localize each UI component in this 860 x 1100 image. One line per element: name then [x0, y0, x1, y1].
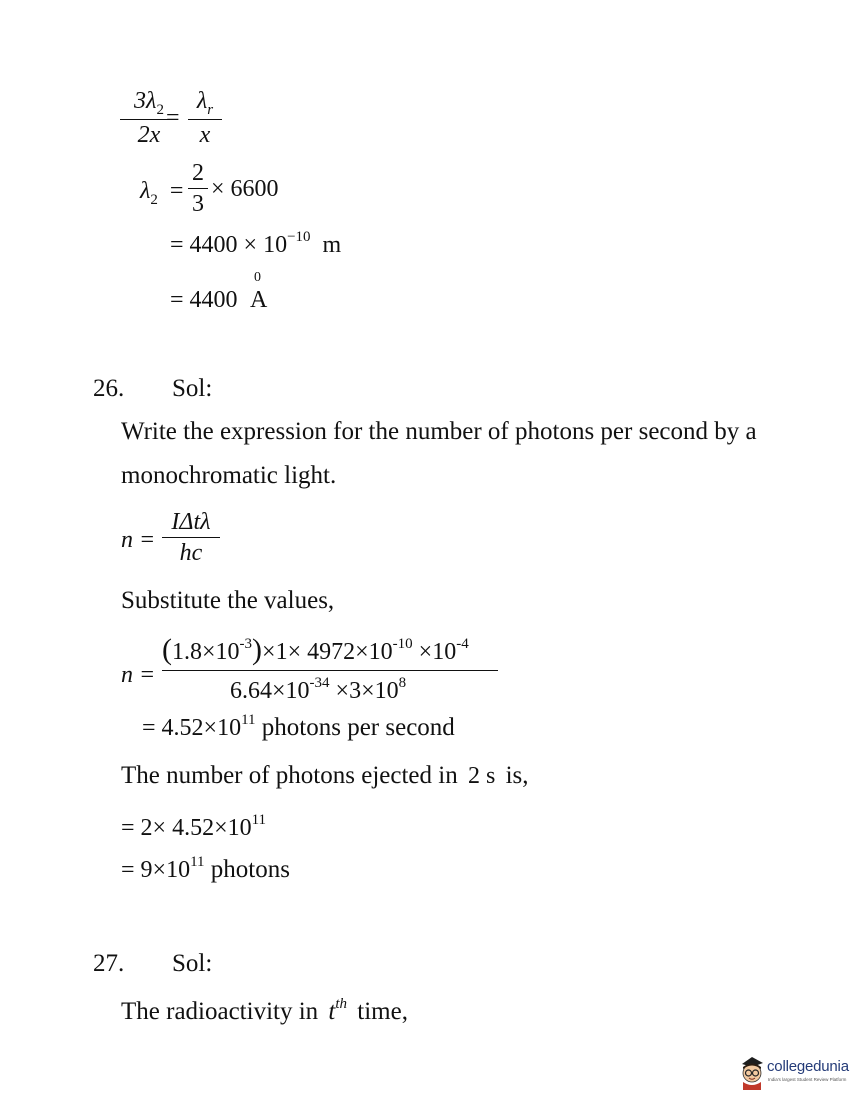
eq-4400-m [170, 229, 342, 259]
calc1-value: = 2× 4.52×10 [121, 815, 252, 841]
paren-close: ) [252, 633, 263, 666]
sub-denominator [230, 675, 407, 705]
mascot-icon [738, 1054, 766, 1090]
eq-4400-m-text: = 4400 × 10 [170, 232, 288, 258]
sub-num-c-exp: -4 [456, 636, 469, 652]
q27-t: t [328, 998, 336, 1025]
equals-sign: = [166, 105, 180, 131]
sub-den-b-exp: 8 [398, 675, 407, 691]
q26-calc1 [121, 812, 267, 842]
ejected-time: 2 s [467, 763, 496, 789]
fraction-bar [162, 537, 220, 538]
fraction-2-over-3 [188, 160, 208, 217]
lambda2-rest: × 6600 [211, 176, 279, 202]
sub-numerator [162, 633, 469, 667]
calc1-exp: 11 [251, 812, 267, 828]
calc2-unit: photons [204, 856, 290, 883]
eq-4400-angstrom: = 4400 [170, 287, 238, 313]
calc2-value: = 9×10 [121, 857, 191, 883]
q26-intro-line2: monochromatic light. [121, 462, 337, 489]
fraction-bar [188, 188, 208, 189]
frac-den: hc [179, 540, 203, 566]
q26-intro-line1: Write the expression for the number of photons per second by a [121, 418, 757, 445]
sub-num-c: ×10 [412, 639, 457, 665]
lambda-symbol: λ [140, 178, 151, 204]
frac-num: 2 [192, 160, 204, 186]
angstrom-ring: 0 [254, 270, 261, 285]
result-exp: 11 [241, 712, 256, 728]
formula-lhs: n = [121, 527, 156, 553]
fraction-photon-formula [162, 509, 220, 566]
equals-sign: = [169, 178, 184, 204]
sub-fraction-bar [162, 670, 498, 671]
angstrom-unit: A [250, 287, 268, 313]
lambda-sub: 2 [150, 192, 158, 208]
question-26-sol: Sol: [172, 375, 213, 402]
q27-radioactivity [121, 998, 408, 1026]
frac-num: IΔtλ [171, 509, 211, 535]
sub-lhs: n = [121, 662, 156, 688]
paren-open: ( [162, 633, 172, 666]
result-value: = 4.52×10 [142, 715, 242, 741]
sub-den-b: ×3×10 [329, 678, 399, 704]
eq-4400-m-exp: −10 [287, 229, 311, 245]
sub-num-b: ×1× 4972×10 [262, 639, 393, 665]
sub-num-a-exp: -3 [239, 636, 253, 652]
frac-den: x [199, 122, 211, 148]
q27-text-a: The radioactivity in [121, 998, 319, 1025]
fraction-bar [188, 119, 222, 120]
q27-text-b: time, [357, 998, 408, 1025]
sub-den-a: 6.64×10 [230, 678, 310, 704]
ejected-end: is, [505, 762, 529, 789]
frac-num: λ [196, 88, 208, 114]
frac-num-sub: 2 [156, 102, 164, 118]
frac-num-sub: r [207, 102, 214, 118]
ejected-text: The number of photons ejected in [121, 762, 458, 789]
q26-result [142, 714, 455, 742]
question-27-sol: Sol: [172, 950, 213, 977]
logo-wordmark: collegedunia [767, 1058, 849, 1075]
q26-ejected [121, 762, 529, 790]
q26-substitute: Substitute the values, [121, 587, 335, 614]
sub-num-b-exp: -10 [392, 636, 413, 652]
result-unit: photons per second [255, 714, 455, 741]
collegedunia-logo [738, 1052, 856, 1092]
question-27-number: 27. [93, 950, 125, 977]
q26-calc2 [121, 856, 290, 884]
q27-t-sup: th [335, 996, 348, 1012]
unit-m: m [322, 232, 342, 258]
lambda2-lhs [140, 178, 184, 208]
frac-den: 3 [192, 191, 204, 217]
sub-den-a-exp: -34 [309, 675, 330, 691]
logo-tagline: India's largest Student Review Platform [768, 1077, 847, 1082]
fraction-lambdar-over-x [188, 88, 222, 148]
sub-num-a: 1.8×10 [172, 639, 240, 665]
frac-den: 2x [137, 122, 161, 148]
calc2-exp: 11 [190, 854, 205, 870]
question-26-number: 26. [93, 375, 125, 402]
frac-num: 3λ [134, 88, 157, 114]
